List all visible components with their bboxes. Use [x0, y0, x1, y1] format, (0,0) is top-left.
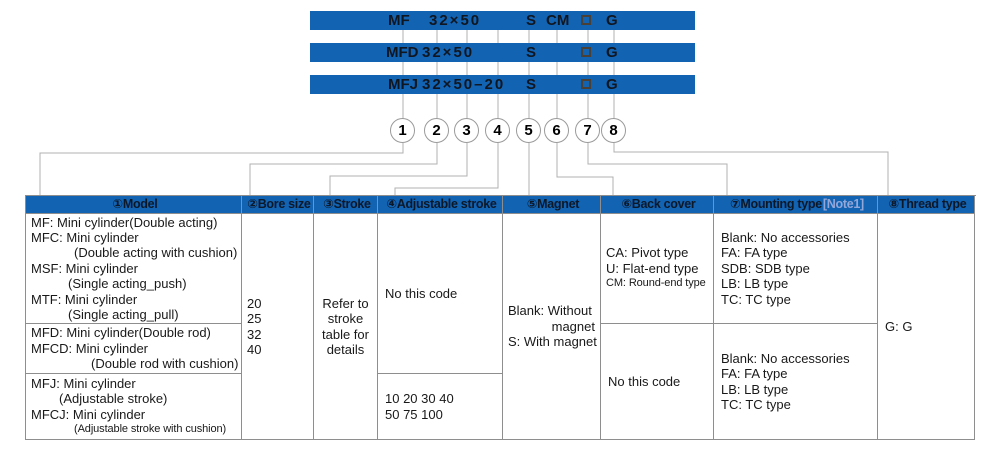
code-model: MF: [388, 12, 410, 29]
code-thread: G: [606, 12, 618, 29]
text-line: 32: [247, 326, 262, 342]
adjustable-stroke-cell-values: [378, 374, 503, 440]
column-header-thread-type: [878, 196, 975, 214]
callout-8: 8: [601, 118, 626, 143]
callout-6: 6: [544, 118, 569, 143]
text-line: (Single acting_pull): [68, 307, 179, 323]
text-line: details: [326, 341, 365, 357]
code-magnet: S: [526, 44, 537, 61]
text-line: Refer to: [322, 295, 369, 311]
text-line: 50 75 100: [385, 406, 443, 422]
mounting-option-box: [581, 79, 591, 89]
code-thread: G: [606, 76, 618, 93]
text-line: MFJ: Mini cylinder: [31, 375, 136, 391]
mounting-option-box: [581, 15, 591, 25]
code-bore-stroke: 32×50: [429, 12, 482, 29]
header-label: ②Bore size: [247, 196, 311, 211]
text-line: (Double acting with cushion): [74, 245, 238, 261]
text-line: MFC: Mini cylinder: [31, 229, 139, 245]
thread-type-cell: [878, 214, 975, 440]
model-cell-double-rod: [26, 324, 242, 374]
header-label: ⑧Thread type: [888, 196, 967, 211]
code-thread: G: [606, 44, 618, 61]
cell-text: G: G: [885, 318, 913, 334]
column-header-adjustable-stroke: [378, 196, 503, 214]
model-cell-adjustable: [26, 374, 242, 440]
mounting-cell-row2: [714, 324, 878, 440]
text-line: TC: TC type: [721, 396, 791, 412]
text-line: TC: TC type: [721, 291, 791, 307]
text-line: (Adjustable stroke with cushion): [74, 422, 227, 435]
code-magnet: S: [526, 76, 537, 93]
header-label: ③Stroke: [323, 196, 371, 211]
column-header-bore-size: [242, 196, 314, 214]
column-header-magnet: [503, 196, 601, 214]
text-line: stroke: [327, 311, 364, 327]
text-line: SDB: SDB type: [721, 260, 810, 276]
text-line: LB: LB type: [721, 276, 789, 292]
code-back-cover: CM: [546, 12, 570, 29]
order-code-bar-mfd: [310, 43, 695, 62]
text-line: CM: Round-end type: [606, 277, 706, 290]
adjustable-stroke-cell-none: [378, 214, 503, 374]
magnet-cell: [503, 214, 601, 440]
text-line: Blank: No accessories: [721, 229, 850, 245]
order-code-bar-mf: [310, 11, 695, 30]
callout-2: 2: [424, 118, 449, 143]
text-line: Blank: No accessories: [721, 350, 850, 366]
text-line: 10 20 30 40: [385, 391, 454, 407]
callout-3: 3: [454, 118, 479, 143]
text-line: S: With magnet: [508, 334, 597, 350]
header-label: ⑥Back cover: [621, 196, 696, 211]
text-line: (Adjustable stroke): [59, 391, 168, 407]
text-line: magnet: [551, 318, 595, 334]
callout-1: 1: [390, 118, 415, 143]
text-line: 40: [247, 341, 262, 357]
code-model: MFJ: [388, 76, 418, 93]
text-line: MFD: Mini cylinder(Double rod): [31, 325, 211, 341]
text-line: 25: [247, 311, 262, 327]
text-line: LB: LB type: [721, 381, 789, 397]
callout-4: 4: [485, 118, 510, 143]
model-cell-double-acting: [26, 214, 242, 324]
cell-text: No this code: [608, 373, 681, 389]
text-line: table for: [322, 326, 369, 342]
header-label: ④Adjustable stroke: [386, 196, 497, 211]
text-line: FA: FA type: [721, 366, 788, 382]
text-line: CA: Pivot type: [606, 245, 689, 261]
callout-5: 5: [516, 118, 541, 143]
text-line: (Single acting_push): [68, 276, 187, 292]
back-cover-cell-types: [601, 214, 714, 324]
header-label: ⑦Mounting type: [730, 196, 822, 211]
text-line: MF: Mini cylinder(Double acting): [31, 214, 218, 230]
text-line: MTF: Mini cylinder: [31, 291, 138, 307]
order-code-table: [25, 195, 976, 440]
header-label: ⑤Magnet: [526, 196, 580, 211]
text-line: U: Flat-end type: [606, 260, 699, 276]
bore-size-cell: [242, 214, 314, 440]
cell-text: No this code: [385, 285, 458, 301]
column-header-stroke: [314, 196, 378, 214]
column-header-mounting-type: [714, 196, 878, 214]
text-line: MFCJ: Mini cylinder: [31, 406, 146, 422]
column-header-back-cover: [601, 196, 714, 214]
text-line: (Double rod with cushion): [91, 356, 239, 372]
text-line: MFCD: Mini cylinder: [31, 340, 149, 356]
text-line: MSF: Mini cylinder: [31, 260, 138, 276]
callout-7: 7: [575, 118, 600, 143]
mounting-cell-row1: [714, 214, 878, 324]
note-reference: [Note1]: [822, 196, 864, 211]
column-header-model: [26, 196, 242, 214]
back-cover-cell-none: [601, 324, 714, 440]
code-model: MFD: [386, 44, 419, 61]
code-bore-stroke: 32×50: [422, 44, 475, 61]
text-line: FA: FA type: [721, 245, 788, 261]
header-label: ①Model: [112, 196, 158, 211]
code-magnet: S: [526, 12, 537, 29]
code-bore-stroke: 32×50–20: [422, 76, 506, 93]
text-line: Blank: Without: [508, 303, 592, 319]
mounting-option-box: [581, 47, 591, 57]
stroke-cell: [314, 214, 378, 440]
order-code-bar-mfj: [310, 75, 695, 94]
text-line: 20: [247, 295, 262, 311]
